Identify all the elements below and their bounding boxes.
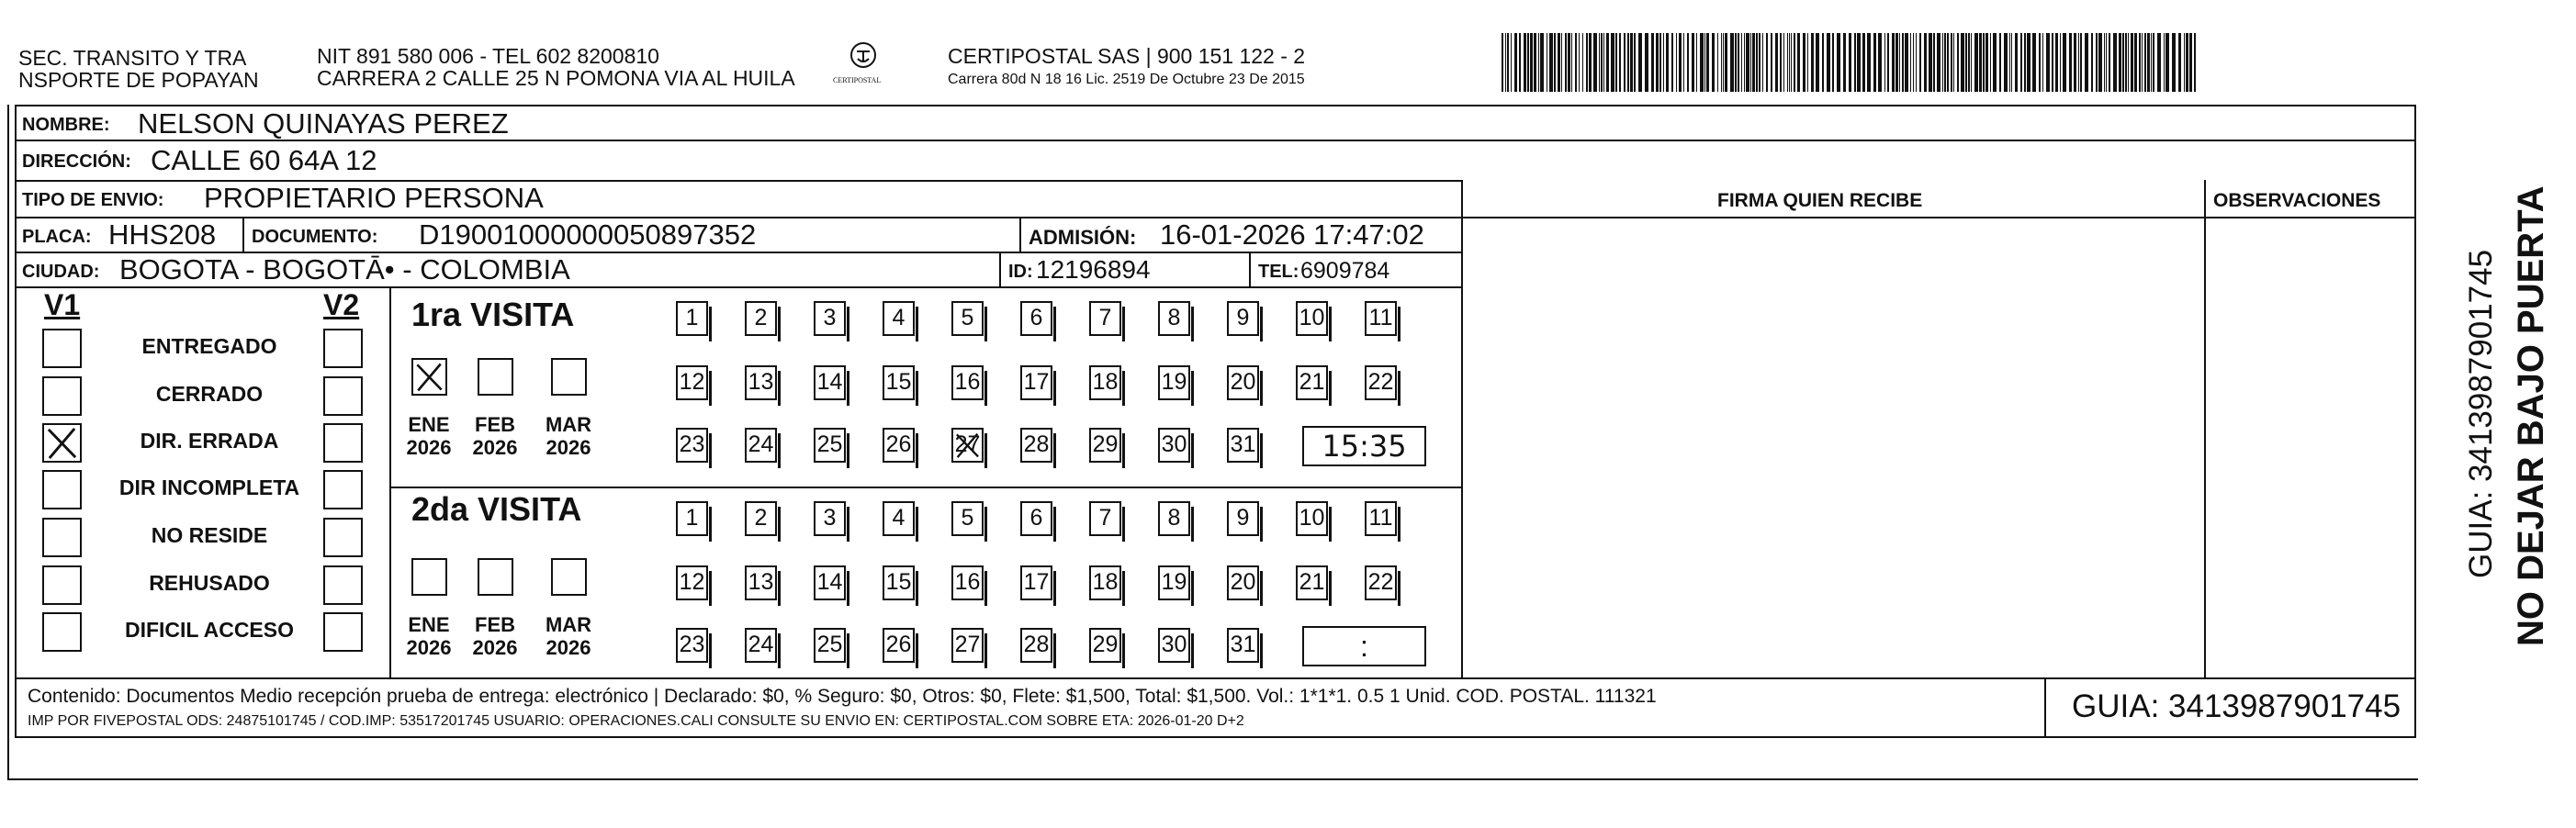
first-month-checkbox[interactable] (411, 358, 447, 396)
v2-label: V2 (323, 288, 360, 321)
id-label: ID: (1008, 262, 1033, 282)
first-day-box[interactable]: 22 (1365, 365, 1397, 400)
imp-line: IMP POR FIVEPOSTAL ODS: 24875101745 / COD.IMP: 53517201745 USUARIO: OPERACIONES.CALI CONSULTE SU ENVIO EN: CERTIPOSTAL.COM SOBRE ETA: 2026-01-20 D+2 (28, 713, 1244, 729)
first-day-box[interactable]: 14 (814, 365, 846, 400)
first-day-box[interactable]: 15 (883, 365, 915, 400)
month-year: 2026 (472, 436, 518, 460)
v1-checkbox[interactable] (42, 470, 82, 509)
first-day-box[interactable]: 16 (951, 365, 984, 400)
sender-name-line1: SEC. TRANSITO Y TRA (18, 46, 247, 70)
first-day-box[interactable]: 5 (951, 301, 984, 336)
col-line (2204, 180, 2206, 677)
first-day-box[interactable]: 3 (814, 301, 846, 336)
col-line (1249, 252, 1251, 286)
second-day-box[interactable]: 25 (814, 628, 846, 663)
sender-nit: NIT 891 580 006 - TEL 602 8200810 (317, 44, 659, 68)
carrier-license: Carrera 80d N 18 16 Lic. 2519 De Octubre 23 De 2015 (948, 72, 1305, 87)
second-day-box[interactable]: 20 (1227, 565, 1259, 600)
status-option-label: DIR. ERRADA (140, 429, 279, 453)
first-visit-title: 1ra VISITA (411, 296, 575, 333)
second-day-box[interactable]: 26 (883, 628, 915, 663)
direccion-value: CALLE 60 64A 12 (151, 144, 377, 176)
second-month-checkbox[interactable] (478, 558, 513, 596)
ciudad-label: CIUDAD: (22, 262, 100, 282)
v1-checkbox[interactable] (42, 423, 82, 463)
row-line (15, 677, 2416, 679)
guia-footer: GUIA: 3413987901745 (2072, 688, 2402, 724)
v1-checkbox[interactable] (42, 329, 82, 368)
v1-checkbox[interactable] (42, 376, 82, 416)
col-line (1019, 217, 1021, 252)
observaciones-label: OBSERVACIONES (2213, 190, 2381, 211)
second-day-box[interactable]: 23 (676, 628, 708, 663)
v2-checkbox[interactable] (323, 612, 363, 652)
sender-address: CARRERA 2 CALLE 25 N POMONA VIA AL HUILA (317, 66, 795, 90)
second-day-box[interactable]: 29 (1089, 628, 1121, 663)
second-day-box[interactable]: 3 (814, 501, 846, 536)
second-day-box[interactable]: 13 (745, 565, 777, 600)
col-line (999, 252, 1001, 286)
first-day-box[interactable]: 17 (1020, 365, 1052, 400)
nombre-value: NELSON QUINAYAS PEREZ (138, 107, 509, 140)
month-year: 2026 (406, 636, 452, 660)
second-day-box[interactable]: 15 (883, 565, 915, 600)
first-day-box[interactable]: 28 (1020, 428, 1052, 463)
month-year: 2026 (546, 636, 591, 660)
documento-value: D19001000000050897352 (419, 218, 757, 251)
status-option-label: REHUSADO (149, 571, 270, 595)
first-day-box[interactable]: 8 (1158, 301, 1190, 336)
second-day-box[interactable]: 2 (745, 501, 777, 536)
first-month-checkbox[interactable] (551, 358, 587, 396)
second-day-box[interactable]: 21 (1296, 565, 1328, 600)
placa-value: HHS208 (108, 218, 217, 251)
second-day-box[interactable]: 22 (1365, 565, 1397, 600)
col-line (2044, 677, 2046, 738)
first-month-label (463, 413, 527, 460)
second-day-box[interactable]: 1 (676, 501, 708, 536)
bottom-left-edge (7, 105, 9, 779)
logo-wordmark: CERTIPOSTAL (833, 76, 882, 84)
sender-name-line2: NSPORTE DE POPAYAN (18, 68, 259, 92)
row-line (15, 140, 2416, 141)
second-day-box[interactable]: 9 (1227, 501, 1259, 536)
second-month-label (536, 613, 601, 660)
v2-checkbox[interactable] (323, 565, 363, 605)
tipo-envio-label: TIPO DE ENVIO: (22, 190, 164, 210)
month-name: MAR (545, 413, 592, 436)
second-day-box[interactable]: 27 (951, 628, 984, 663)
month-name: ENE (408, 413, 450, 436)
second-time-box[interactable]: : (1302, 626, 1426, 666)
v1-checkbox[interactable] (42, 518, 82, 557)
row-line (15, 286, 1461, 288)
second-day-box[interactable]: 14 (814, 565, 846, 600)
col-line (1461, 180, 1463, 677)
second-day-box[interactable]: 8 (1158, 501, 1190, 536)
admision-label: ADMISIÓN: (1029, 226, 1137, 249)
first-day-box[interactable]: 24 (745, 428, 777, 463)
v2-checkbox[interactable] (323, 470, 363, 509)
second-month-checkbox[interactable] (551, 558, 587, 596)
first-day-box[interactable]: 12 (676, 365, 708, 400)
first-month-checkbox[interactable] (478, 358, 513, 396)
status-option-label: CERRADO (155, 382, 264, 406)
second-day-box[interactable]: 31 (1227, 628, 1259, 663)
first-month-label (397, 413, 461, 460)
second-day-box[interactable]: 17 (1020, 565, 1052, 600)
col-line (389, 286, 391, 677)
admision-value: 16-01-2026 17:47:02 (1160, 218, 1424, 251)
second-day-box[interactable]: 24 (745, 628, 777, 663)
first-day-box[interactable]: 7 (1089, 301, 1121, 336)
barcode (1502, 33, 2199, 92)
status-option-label: NO RESIDE (151, 523, 268, 547)
first-day-box[interactable]: 6 (1020, 301, 1052, 336)
month-name: FEB (475, 413, 515, 436)
second-day-box[interactable]: 16 (951, 565, 984, 600)
v2-checkbox[interactable] (323, 518, 363, 557)
v2-checkbox[interactable] (323, 376, 363, 416)
first-month-label (536, 413, 601, 460)
first-day-box[interactable]: 26 (883, 428, 915, 463)
second-day-box[interactable]: 4 (883, 501, 915, 536)
tel-label: TEL: (1258, 262, 1299, 282)
ciudad-value: BOGOTA - BOGOTĀ• - COLOMBIA (119, 253, 570, 285)
second-day-box[interactable]: 18 (1089, 565, 1121, 600)
v1-checkbox[interactable] (42, 612, 82, 652)
first-day-box[interactable]: 18 (1089, 365, 1121, 400)
second-day-box[interactable]: 19 (1158, 565, 1190, 600)
guia-vertical: GUIA: 3413987901745 (2463, 249, 2499, 578)
first-day-box[interactable]: 23 (676, 428, 708, 463)
row-line (1461, 217, 2416, 218)
month-name: MAR (545, 613, 592, 636)
no-dejar-bajo-puerta: NO DEJAR BAJO PUERTA (2511, 185, 2551, 646)
id-value: 12196894 (1036, 255, 1151, 284)
placa-label: PLACA: (22, 227, 92, 247)
first-day-box[interactable]: 4 (883, 301, 915, 336)
first-day-box[interactable]: 9 (1227, 301, 1259, 336)
carrier-name: CERTIPOSTAL SAS | 900 151 122 - 2 (948, 44, 1306, 68)
first-day-box[interactable]: 27 (951, 428, 984, 463)
second-day-box[interactable]: 11 (1365, 501, 1397, 536)
v2-checkbox[interactable] (323, 329, 363, 368)
status-option-label: DIFICIL ACCESO (124, 618, 294, 642)
second-month-label (397, 613, 461, 660)
contenido-line: Contenido: Documentos Medio recepción prueba de entrega: electrónico | Declarado: $0, % Seguro: $0, Otros: $0, Flete: $1,500, Total: $1,500. Vol.: 1*1*1. 0.5 1 Unid. COD. POSTAL. 111321 (28, 686, 1657, 707)
second-day-box[interactable]: 12 (676, 565, 708, 600)
documento-label: DOCUMENTO: (252, 227, 378, 247)
second-day-box[interactable]: 6 (1020, 501, 1052, 536)
month-year: 2026 (472, 636, 518, 660)
tipo-envio-value: PROPIETARIO PERSONA (204, 182, 544, 214)
second-day-box[interactable]: 30 (1158, 628, 1190, 663)
status-option-label: ENTREGADO (141, 334, 277, 358)
first-day-box[interactable]: 21 (1296, 365, 1328, 400)
col-line (242, 217, 244, 252)
first-day-box[interactable]: 29 (1089, 428, 1121, 463)
row-line (389, 487, 1461, 488)
direccion-label: DIRECCIÓN: (22, 151, 131, 172)
v2-checkbox[interactable] (323, 423, 363, 463)
first-day-box[interactable]: 11 (1365, 301, 1397, 336)
tel-value: 6909784 (1300, 258, 1390, 284)
bottom-edge (7, 778, 2418, 780)
first-day-box[interactable]: 2 (745, 301, 777, 336)
certipostal-logo (831, 39, 895, 94)
month-name: ENE (408, 613, 450, 636)
second-day-box[interactable]: 28 (1020, 628, 1052, 663)
v1-label: V1 (44, 288, 81, 321)
second-day-box[interactable]: 5 (951, 501, 984, 536)
first-day-box[interactable]: 25 (814, 428, 846, 463)
month-year: 2026 (546, 436, 591, 460)
second-month-checkbox[interactable] (411, 558, 447, 596)
second-day-box[interactable]: 7 (1089, 501, 1121, 536)
nombre-label: NOMBRE: (22, 115, 110, 135)
first-time-box[interactable]: 15:35 (1302, 426, 1426, 466)
month-name: FEB (475, 613, 515, 636)
first-day-box[interactable]: 1 (676, 301, 708, 336)
firma-label: FIRMA QUIEN RECIBE (1717, 190, 1923, 211)
status-option-label: DIR INCOMPLETA (118, 476, 300, 499)
first-day-box[interactable]: 20 (1227, 365, 1259, 400)
first-day-box[interactable]: 31 (1227, 428, 1259, 463)
v1-checkbox[interactable] (42, 565, 82, 605)
first-day-box[interactable]: 19 (1158, 365, 1190, 400)
first-day-box[interactable]: 13 (745, 365, 777, 400)
second-day-box[interactable]: 10 (1296, 501, 1328, 536)
first-day-box[interactable]: 30 (1158, 428, 1190, 463)
month-year: 2026 (406, 436, 452, 460)
second-month-label (463, 613, 527, 660)
first-day-box[interactable]: 10 (1296, 301, 1328, 336)
second-visit-title: 2da VISITA (411, 490, 582, 528)
